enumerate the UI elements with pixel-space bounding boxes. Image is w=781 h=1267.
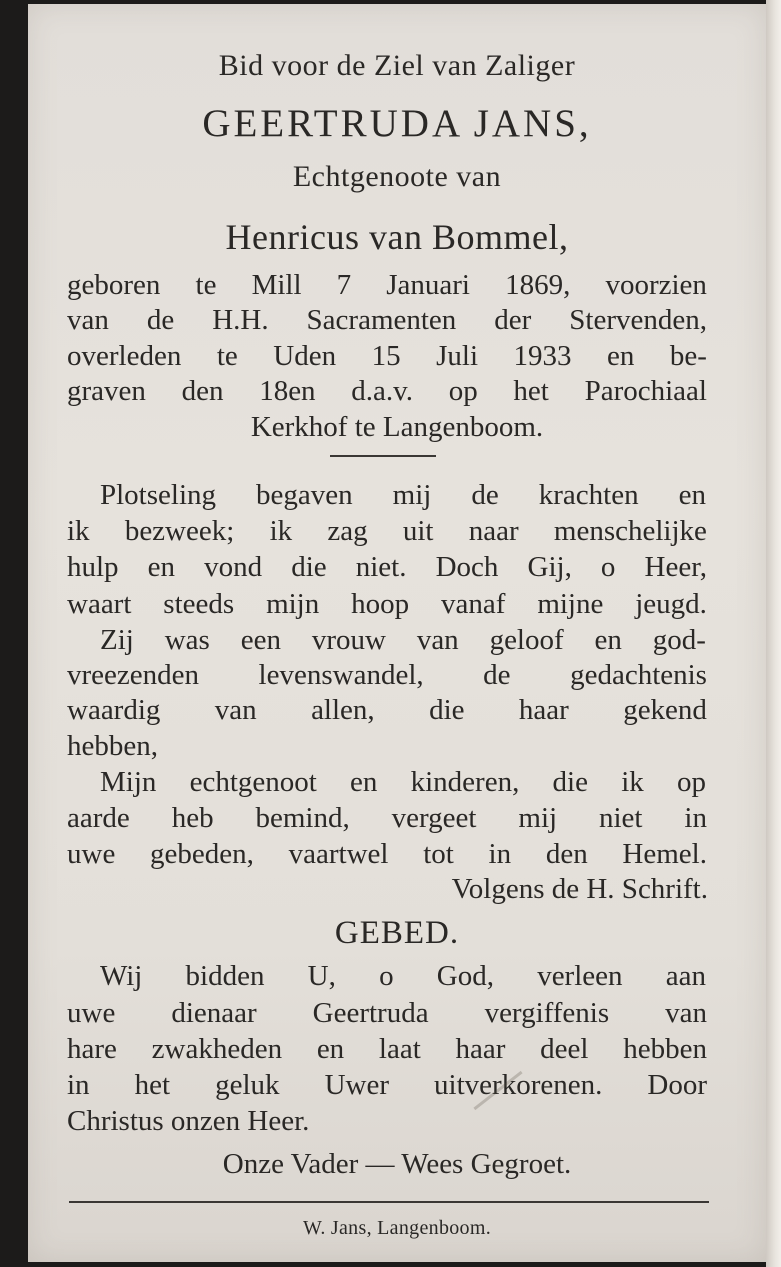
word: Heer, xyxy=(644,551,707,583)
word: bidden xyxy=(185,960,265,992)
word: U, xyxy=(307,960,336,992)
word: ik xyxy=(269,515,293,547)
word: van xyxy=(416,624,459,656)
closing-prayers: Onze Vader — Wees Gegroet. xyxy=(222,1148,572,1180)
word: ik xyxy=(621,766,644,798)
word: op xyxy=(676,766,706,798)
word: haar xyxy=(455,1033,506,1065)
bio-line xyxy=(67,375,707,408)
word: mijne xyxy=(537,588,604,620)
word: en xyxy=(678,479,706,511)
word: mij xyxy=(518,802,558,834)
scripture-source: Volgens de H. Schrift. xyxy=(451,873,708,905)
word: Plotseling xyxy=(100,479,217,511)
word: in xyxy=(684,802,707,834)
word: de xyxy=(471,479,499,511)
word: op xyxy=(448,375,478,407)
word: niet xyxy=(599,802,643,834)
word: bezweek; xyxy=(124,515,235,547)
word: die xyxy=(291,551,327,583)
word: vond xyxy=(204,551,263,583)
word: o xyxy=(600,551,616,583)
word: vrouw xyxy=(311,624,386,656)
word: mijn xyxy=(266,588,320,620)
text-line xyxy=(67,515,707,548)
word: god- xyxy=(652,624,706,656)
text-last-line: hebben, xyxy=(67,730,158,762)
bio-line xyxy=(67,304,707,337)
printer-imprint: W. Jans, Langenboom. xyxy=(302,1217,491,1239)
word: graven xyxy=(67,375,146,407)
text2-line xyxy=(100,766,706,799)
word: aarde xyxy=(67,802,130,834)
word: Mijn xyxy=(100,766,157,798)
word: in xyxy=(67,1069,90,1101)
bio-line xyxy=(67,269,707,302)
word: waart xyxy=(67,588,132,620)
word: een xyxy=(240,624,281,656)
text-line xyxy=(100,624,706,657)
word: overleden xyxy=(67,340,182,372)
word: uitverkorenen. xyxy=(434,1069,603,1101)
word: den xyxy=(545,838,588,870)
word: aan xyxy=(665,960,706,992)
text-line xyxy=(100,479,706,512)
word: vanaf xyxy=(441,588,506,620)
word: de xyxy=(146,304,175,336)
word: kinderen, xyxy=(410,766,520,798)
word: naar xyxy=(468,515,519,547)
relation-line: Echtgenoote van xyxy=(292,160,502,193)
husband-name: Henricus van Bommel, xyxy=(225,217,569,257)
word: gedachtenis xyxy=(570,659,707,691)
bio-last-line: Kerkhof te Langenboom. xyxy=(250,411,544,443)
divider-long xyxy=(69,1201,709,1203)
word: geluk xyxy=(215,1069,280,1101)
word: Juli xyxy=(436,340,479,372)
prayer-last-line: Christus onzen Heer. xyxy=(67,1105,310,1137)
word: Geertruda xyxy=(312,997,429,1029)
prayer-line xyxy=(67,997,707,1030)
word: heb xyxy=(171,802,214,834)
word: van xyxy=(214,694,257,726)
word: vergeet xyxy=(391,802,477,834)
word: uwe xyxy=(67,997,116,1029)
word: be- xyxy=(669,340,707,372)
word: het xyxy=(513,375,549,407)
word: tot xyxy=(423,838,454,870)
text2-line xyxy=(67,802,707,835)
word: laat xyxy=(378,1033,421,1065)
word: uit xyxy=(402,515,434,547)
prayer-title: GEBED. xyxy=(334,915,460,951)
word: o xyxy=(379,960,394,992)
word: hare xyxy=(67,1033,117,1065)
text-line xyxy=(67,659,707,692)
word: gebeden, xyxy=(150,838,254,870)
word: deel xyxy=(540,1033,589,1065)
text-line xyxy=(67,694,707,727)
intro-line: Bid voor de Ziel van Zaliger xyxy=(218,49,576,82)
word: van xyxy=(67,304,109,336)
prayer-line xyxy=(100,960,706,993)
word: bemind, xyxy=(255,802,350,834)
word: ik xyxy=(67,515,90,547)
word: jeugd. xyxy=(635,588,707,620)
word: zag xyxy=(327,515,368,547)
divider-short xyxy=(330,455,436,457)
paper-edge xyxy=(766,0,781,1267)
word: Stervenden, xyxy=(569,304,707,336)
word: Wij xyxy=(100,960,143,992)
word: te xyxy=(195,269,217,301)
word: Uden xyxy=(273,340,337,372)
word: Door xyxy=(647,1069,707,1101)
word: echtgenoot xyxy=(189,766,317,798)
word: de xyxy=(483,659,511,691)
word: en xyxy=(147,551,176,583)
word: 1933 xyxy=(513,340,572,372)
word: begaven xyxy=(256,479,353,511)
prayer-line xyxy=(67,1069,707,1102)
word: steeds xyxy=(163,588,235,620)
word: allen, xyxy=(311,694,375,726)
word: Januari xyxy=(386,269,470,301)
word: Uwer xyxy=(324,1069,389,1101)
memorial-card xyxy=(28,4,766,1262)
word: Sacramenten xyxy=(306,304,457,336)
word: Hemel. xyxy=(622,838,707,870)
word: H.H. xyxy=(212,304,269,336)
word: 18en xyxy=(259,375,316,407)
word: die xyxy=(429,694,465,726)
word: Doch xyxy=(435,551,499,583)
word: en xyxy=(316,1033,345,1065)
word: vergiffenis xyxy=(484,997,610,1029)
word: krachten xyxy=(538,479,639,511)
prayer-line xyxy=(67,1033,707,1066)
word: d.a.v. xyxy=(351,375,414,407)
word: 1869, xyxy=(505,269,571,301)
word: hebben xyxy=(623,1033,707,1065)
word: vreezenden xyxy=(67,659,200,691)
word: van xyxy=(665,997,707,1029)
word: 15 xyxy=(371,340,401,372)
word: der xyxy=(494,304,532,336)
word: 7 xyxy=(336,269,352,301)
word: in xyxy=(488,838,512,870)
word: geloof xyxy=(489,624,564,656)
word: den xyxy=(181,375,224,407)
word: was xyxy=(164,624,210,656)
word: hoop xyxy=(351,588,410,620)
word: verleen xyxy=(537,960,623,992)
word: waardig xyxy=(67,694,161,726)
word: dienaar xyxy=(171,997,257,1029)
word: haar xyxy=(518,694,569,726)
word: God, xyxy=(436,960,494,992)
word: mij xyxy=(392,479,432,511)
word: te xyxy=(216,340,238,372)
text-line xyxy=(67,551,707,584)
word: Parochiaal xyxy=(584,375,707,407)
word: Gij, xyxy=(527,551,572,583)
word: en xyxy=(594,624,622,656)
word: niet. xyxy=(355,551,407,583)
word: hulp xyxy=(67,551,119,583)
word: voorzien xyxy=(605,269,707,301)
text-line xyxy=(67,588,707,621)
word: geboren xyxy=(67,269,161,301)
word: levenswandel, xyxy=(258,659,424,691)
word: menschelijke xyxy=(553,515,707,547)
word: zwakheden xyxy=(151,1033,283,1065)
word: Zij xyxy=(100,624,134,656)
word: gekend xyxy=(623,694,707,726)
word: vaartwel xyxy=(288,838,389,870)
deceased-name: GEERTRUDA JANS, xyxy=(202,102,592,145)
word: die xyxy=(552,766,588,798)
word: en xyxy=(350,766,378,798)
word: het xyxy=(134,1069,171,1101)
word: uwe xyxy=(67,838,116,870)
text2-line xyxy=(67,838,707,871)
bio-line xyxy=(67,340,707,373)
word: en xyxy=(607,340,635,372)
word: Mill xyxy=(251,269,302,301)
